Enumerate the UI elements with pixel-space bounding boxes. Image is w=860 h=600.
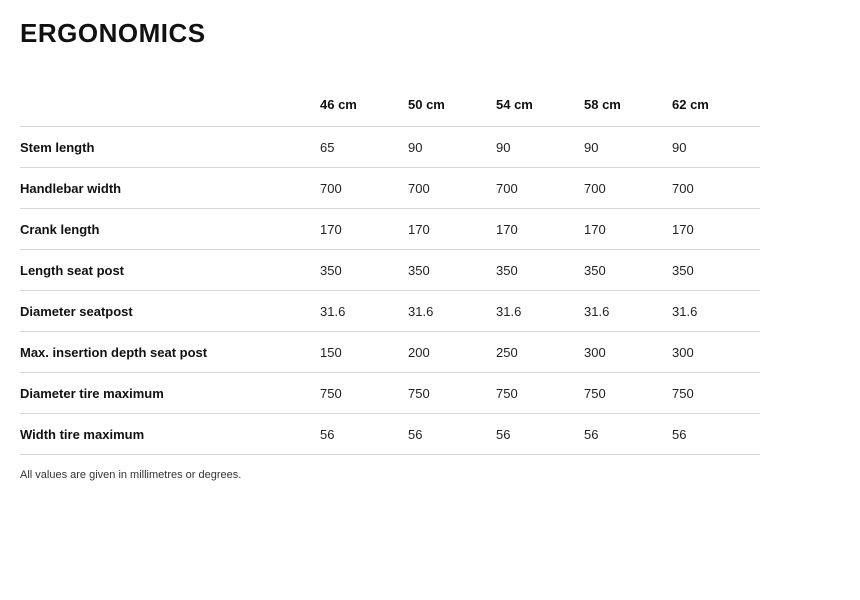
- table-row: [20, 373, 760, 414]
- row-label: Diameter seatpost: [20, 304, 133, 320]
- table-row: [20, 250, 760, 291]
- cell-value: 90: [408, 140, 423, 156]
- cell-value: 90: [496, 140, 511, 156]
- table-row: [20, 332, 760, 373]
- table-header: [20, 97, 760, 127]
- cell-value: 700: [320, 181, 342, 197]
- cell-value: 750: [408, 386, 430, 402]
- cell-value: 350: [584, 263, 606, 279]
- column-header-58cm: 58 cm: [584, 97, 621, 113]
- cell-value: 350: [320, 263, 342, 279]
- cell-value: 56: [584, 427, 599, 443]
- cell-value: 56: [408, 427, 423, 443]
- table-row: [20, 291, 760, 332]
- column-header-62cm: 62 cm: [672, 97, 709, 113]
- cell-value: 56: [672, 427, 687, 443]
- table-row: [20, 168, 760, 209]
- cell-value: 31.6: [320, 304, 346, 320]
- cell-value: 170: [408, 222, 430, 238]
- table-row: [20, 209, 760, 250]
- cell-value: 170: [584, 222, 606, 238]
- table-row: [20, 127, 760, 168]
- cell-value: 170: [672, 222, 694, 238]
- column-header-46cm: 46 cm: [320, 97, 357, 113]
- cell-value: 700: [408, 181, 430, 197]
- column-header-spec: [20, 97, 320, 127]
- cell-value: 300: [672, 345, 694, 361]
- row-label: Stem length: [20, 140, 95, 156]
- table-body: [20, 127, 760, 455]
- cell-value: 300: [584, 345, 606, 361]
- cell-value: 350: [496, 263, 518, 279]
- cell-value: 750: [320, 386, 342, 402]
- table-footnote: All values are given in millimetres or degrees.: [20, 469, 242, 482]
- cell-value: 700: [496, 181, 518, 197]
- cell-value: 350: [408, 263, 430, 279]
- column-header-54cm: 54 cm: [496, 97, 533, 113]
- cell-value: 31.6: [672, 304, 698, 320]
- ergonomics-spec-table: [20, 97, 760, 455]
- cell-value: 90: [672, 140, 687, 156]
- cell-value: 350: [672, 263, 694, 279]
- cell-value: 750: [584, 386, 606, 402]
- table-header-row: [20, 97, 760, 127]
- cell-value: 170: [320, 222, 342, 238]
- cell-value: 750: [496, 386, 518, 402]
- cell-value: 200: [408, 345, 430, 361]
- cell-value: 150: [320, 345, 342, 361]
- column-header-50cm: 50 cm: [408, 97, 445, 113]
- cell-value: 31.6: [584, 304, 610, 320]
- row-label: Handlebar width: [20, 181, 122, 197]
- cell-value: 90: [584, 140, 599, 156]
- row-label: Length seat post: [20, 263, 125, 279]
- cell-value: 750: [672, 386, 694, 402]
- row-label: Diameter tire maximum: [20, 386, 164, 402]
- cell-value: 700: [672, 181, 694, 197]
- cell-value: 700: [584, 181, 606, 197]
- table-row: [20, 414, 760, 455]
- cell-value: 65: [320, 140, 335, 156]
- cell-value: 250: [496, 345, 518, 361]
- cell-value: 170: [496, 222, 518, 238]
- cell-value: 31.6: [496, 304, 522, 320]
- cell-value: 56: [320, 427, 335, 443]
- row-label: Width tire maximum: [20, 427, 145, 443]
- cell-value: 56: [496, 427, 511, 443]
- row-label: Crank length: [20, 222, 100, 238]
- row-label: Max. insertion depth seat post: [20, 345, 208, 361]
- page-title: ERGONOMICS: [20, 18, 206, 48]
- cell-value: 31.6: [408, 304, 434, 320]
